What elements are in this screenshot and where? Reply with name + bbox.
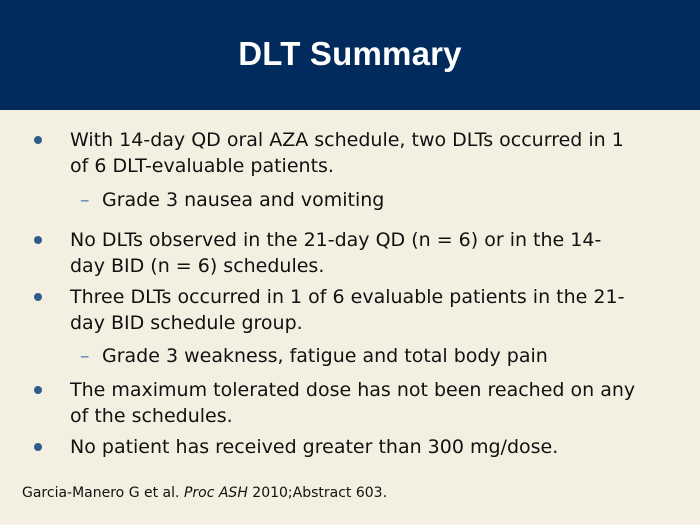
sub-bullet-dash-icon: –	[80, 189, 90, 211]
bullet-1-line-2: of 6 DLT-evaluable patients.	[70, 155, 334, 177]
slide-title: DLT Summary	[238, 35, 462, 72]
citation-journal: Proc ASH	[183, 485, 248, 501]
bullet-3-line-2: day BID schedule group.	[70, 312, 303, 334]
bullet-dot-icon	[34, 443, 42, 451]
bullet-dot-icon	[34, 136, 42, 144]
bullet-4-line-1: The maximum tolerated dose has not been reached on any	[70, 379, 636, 401]
citation-footnote	[22, 484, 387, 502]
bullet-dot-icon	[34, 236, 42, 244]
bullet-2-line-1: No DLTs observed in the 21-day QD (n = 6) or in the 14-	[70, 229, 602, 251]
bullet-dot-icon	[34, 386, 42, 394]
bullet-5-line-1: No patient has received greater than 300 mg/dose.	[70, 436, 559, 458]
citation-details: 2010;Abstract 603.	[252, 485, 388, 501]
bullet-4-line-2: of the schedules.	[70, 405, 233, 427]
bullet-2-line-2: day BID (n = 6) schedules.	[70, 255, 325, 277]
citation-authors: Garcia-Manero G et al.	[22, 485, 180, 501]
bullet-dot-icon	[34, 293, 42, 301]
sub-bullet-dash-icon: –	[80, 345, 90, 367]
bullet-3-line-1: Three DLTs occurred in 1 of 6 evaluable patients in the 21-	[70, 286, 625, 308]
bullet-3-sub: Grade 3 weakness, fatigue and total body pain	[102, 345, 548, 367]
bullet-1-line-1: With 14-day QD oral AZA schedule, two DLTs occurred in 1	[70, 129, 624, 151]
bullet-1-sub: Grade 3 nausea and vomiting	[102, 189, 385, 211]
